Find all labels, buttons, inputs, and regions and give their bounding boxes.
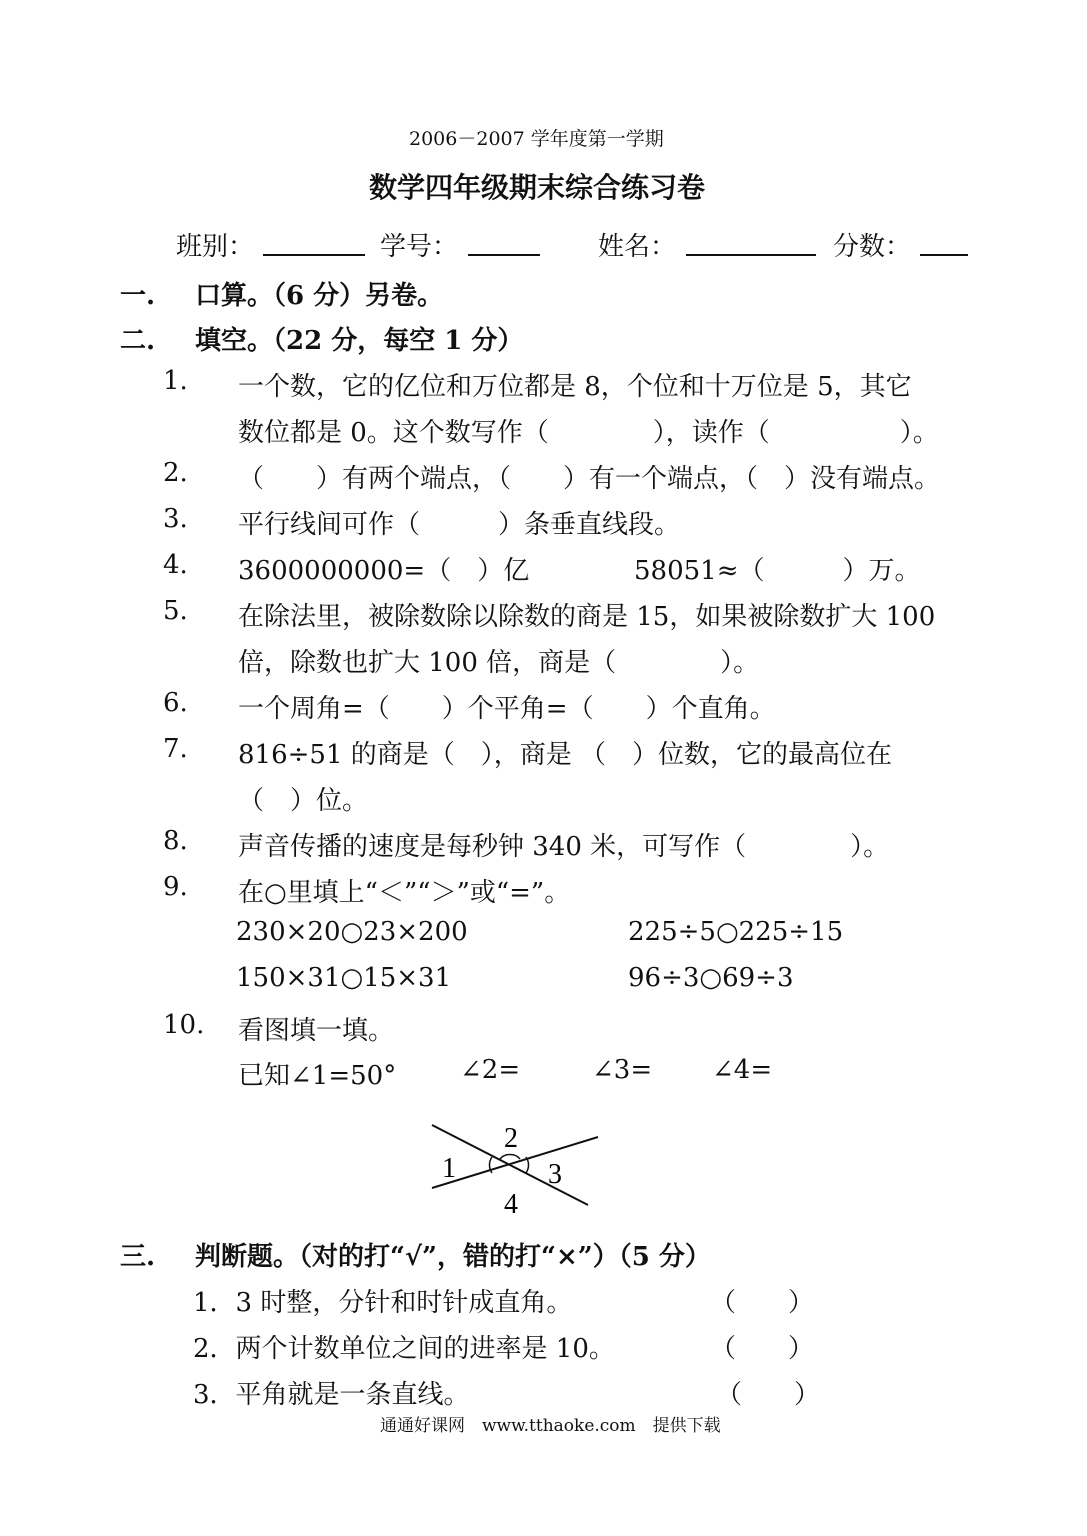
question-text: 在○里填上“＜”“＞”或“=”。	[238, 878, 571, 908]
question-text: 在除法里，被除数除以除数的商是 15，如果被除数扩大 100	[238, 602, 936, 632]
question-text: 58051≈（ ）万。	[634, 556, 921, 586]
question-text: 看图填一填。	[238, 1016, 395, 1046]
angle-given: 已知∠1=50°	[238, 1061, 397, 1091]
comparison-item: 230×20○23×200	[236, 917, 468, 947]
question-text: 一个数，它的亿位和万位都是 8，个位和十万位是 5，其它	[238, 372, 912, 402]
question-number: 9.	[163, 872, 188, 902]
section-heading: 判断题。（对的打“√”，错的打“×”）（5 分）	[195, 1242, 711, 1272]
name-label: 姓名：	[598, 232, 677, 262]
question-text: 数位都是 0。这个数写作（ ），读作（ ）。	[238, 418, 939, 448]
judgment-item: 2．两个计数单位之间的进率是 10。	[193, 1334, 615, 1364]
name-field[interactable]	[686, 254, 816, 256]
question-number: 6.	[163, 688, 188, 718]
question-number: 2.	[163, 458, 188, 488]
angle-label: 2	[504, 1123, 518, 1154]
question-text: （ ）位。	[238, 786, 369, 816]
angle-label: 3	[548, 1159, 562, 1190]
section-number: 三.	[120, 1242, 156, 1272]
score-field[interactable]	[920, 254, 968, 256]
question-text: 声音传播的速度是每秒钟 340 米，可写作（ ）。	[238, 832, 890, 862]
question-text: 一个周角=（ ）个平角=（ ）个直角。	[238, 694, 776, 724]
question-number: 4.	[163, 550, 188, 580]
judgment-item: 3．平角就是一条直线。	[193, 1380, 470, 1410]
score-label: 分数：	[833, 232, 912, 262]
question-text: 3600000000=（ ）亿	[238, 556, 530, 586]
question-number: 3.	[163, 504, 188, 534]
answer-paren[interactable]: （ ）	[710, 1334, 815, 1364]
angle-answer: ∠2=	[460, 1055, 521, 1085]
question-text: 倍，除数也扩大 100 倍，商是（ ）。	[238, 648, 760, 678]
angle-arc-top	[500, 1155, 520, 1159]
comparison-item: 96÷3○69÷3	[628, 963, 794, 993]
section-number: 一.	[120, 281, 156, 311]
question-number: 7.	[163, 734, 188, 764]
student-no-label: 学号：	[380, 232, 459, 262]
section-heading: 填空。（22 分，每空 1 分）	[195, 326, 524, 356]
footer-text: 通通好课网 www.tthaoke.com 提供下载	[380, 1416, 721, 1436]
angle-label: 4	[504, 1189, 518, 1220]
section-heading: 口算。（6 分）另卷。	[195, 281, 444, 311]
angle-answer: ∠4=	[712, 1055, 773, 1085]
class-label: 班别：	[176, 232, 255, 262]
question-number: 1.	[163, 366, 188, 396]
question-number: 5.	[163, 596, 188, 626]
angle-answer: ∠3=	[592, 1055, 653, 1085]
class-field[interactable]	[263, 254, 365, 256]
section-number: 二.	[120, 326, 156, 356]
student-no-field[interactable]	[468, 254, 540, 256]
answer-paren[interactable]: （ ）	[710, 1288, 815, 1318]
term-heading: 2006－2007 学年度第一学期	[409, 128, 664, 150]
comparison-item: 150×31○15×31	[236, 963, 452, 993]
answer-paren[interactable]: （ ）	[716, 1380, 821, 1410]
angle-label: 1	[442, 1153, 456, 1184]
question-text: 平行线间可作（ ）条垂直线段。	[238, 510, 681, 540]
question-text: （ ）有两个端点，（ ）有一个端点，（ ）没有端点。	[238, 464, 941, 494]
question-text: 816÷51 的商是（ ），商是 （ ）位数，它的最高位在	[238, 740, 893, 770]
comparison-item: 225÷5○225÷15	[628, 917, 844, 947]
question-number: 10.	[163, 1010, 205, 1040]
intersecting-lines-figure	[420, 1115, 620, 1225]
judgment-item: 1．3 时整，分针和时针成直角。	[193, 1288, 573, 1318]
page-title: 数学四年级期末综合练习卷	[369, 171, 706, 204]
question-number: 8.	[163, 826, 188, 856]
